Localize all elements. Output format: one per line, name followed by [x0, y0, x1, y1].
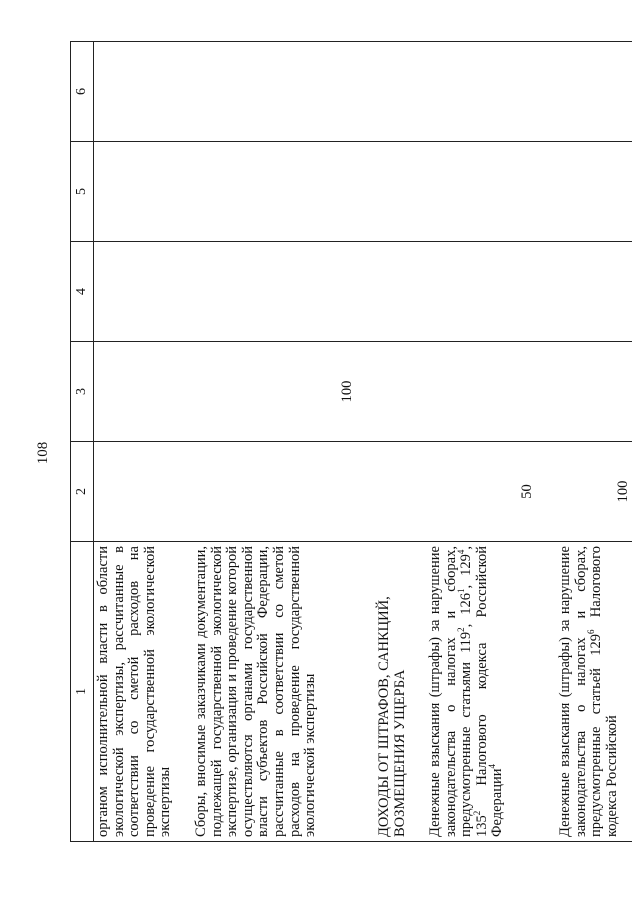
page-number: 108: [35, 441, 51, 465]
table-row: [556, 42, 632, 842]
table-row: [374, 42, 408, 842]
row-value-col3: 100: [338, 380, 355, 403]
row-value-col2: 100: [614, 480, 631, 503]
row-description: Денежные взыскания (штрафы) за нарушение законодательства о налогах и сборах, предусмотренные статьей $129^6$ Налогового кодекса Российской: [556, 546, 620, 837]
column-header-4: 4: [71, 242, 94, 342]
row-value-col2: [192, 442, 194, 541]
table-row: [94, 42, 174, 842]
row-description: Денежные взыскания (штрафы) за нарушение законодательства о налогах и сборах, предусмотренные статьями $119^2$, $126^1$, $129^4$, $135^2$ Налогового кодекса Российской Федерации$^4$: [426, 545, 506, 837]
row-description: Сборы, вносимые заказчиками документации, подлежащей государственной экологической экспертизе, организация и проведение которой осуществляются органами государственной власти субъектов Российской Федерации, рассчитанные в соответствии со сметой расходов на проведение государственной экологической экспертизы: [192, 546, 319, 837]
table-header-row: [71, 42, 94, 842]
row-description: органом исполнительной власти в области экологической экспертизы, рассчитанные в соответствии со сметой расходов на проведение государственной экологической экспертизы: [95, 546, 174, 837]
rotated-page: [70, 42, 640, 842]
column-header-1: 1: [71, 542, 94, 842]
row-value-col2: [94, 442, 96, 541]
row-value-col2: 50: [518, 484, 535, 499]
column-header-2: 2: [71, 442, 94, 542]
table-row: [192, 42, 356, 842]
column-header-5: 5: [71, 142, 94, 242]
section-heading: ДОХОДЫ ОТ ШТРАФОВ, САНКЦИЙ, ВОЗМЕЩЕНИЯ УЩЕРБА: [375, 596, 408, 837]
table-row: [426, 42, 538, 842]
revenue-table: [70, 41, 632, 842]
column-header-6: 6: [71, 42, 94, 142]
column-header-3: 3: [71, 342, 94, 442]
row-value-col3: [94, 342, 96, 441]
